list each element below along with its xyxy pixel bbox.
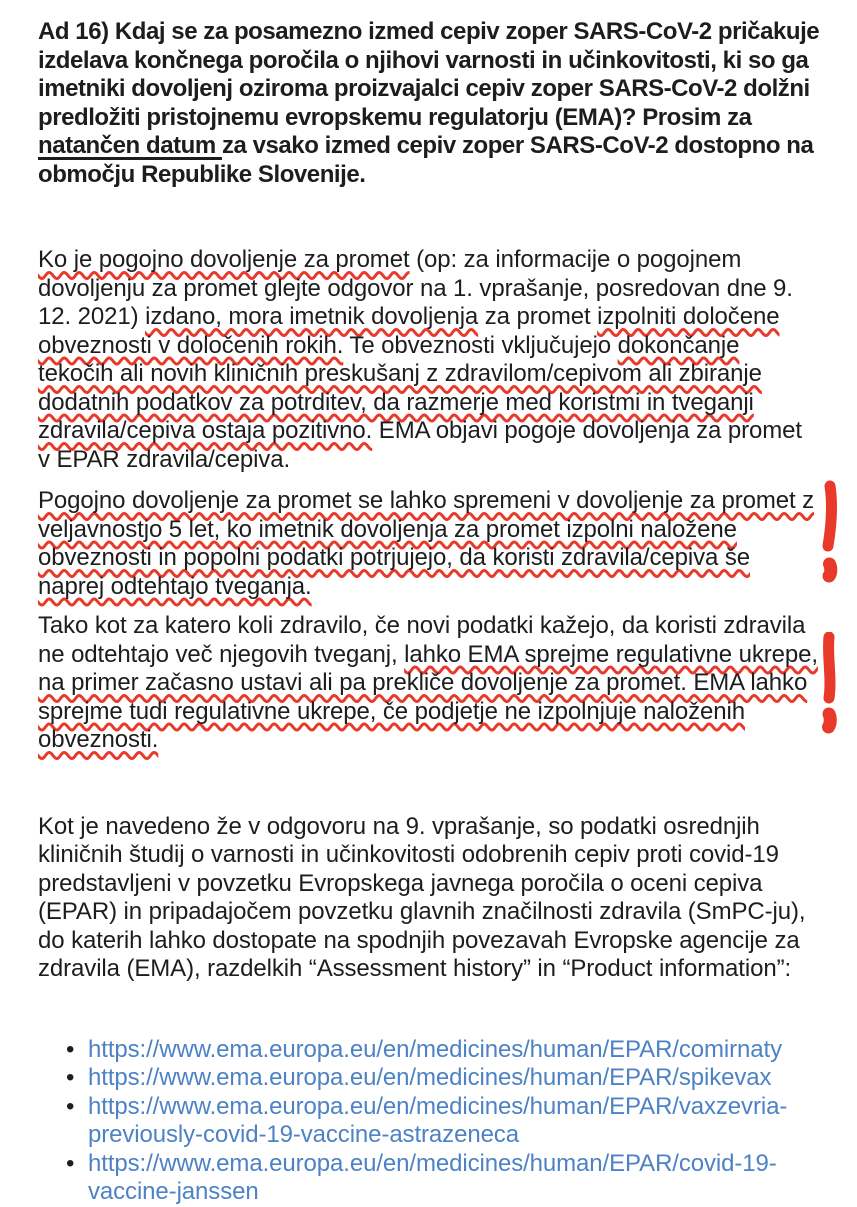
list-item <box>66 1064 857 1093</box>
link-epar-vaxzevria[interactable]: https://www.ema.europa.eu/en/medicines/human/EPAR/vaxzevria- <box>88 1092 788 1120</box>
red-underlined-line: Pogojno dovoljenje za promet se lahko spremeni v dovoljenje za promet z <box>38 487 815 514</box>
red-underlined-run: zdravila/cepiva ostaja pozitivno. <box>38 417 373 444</box>
heading-line: Ad 16) Kdaj se za posamezno izmed cepiv zoper SARS-CoV-2 pričakuje <box>38 18 820 45</box>
link-lines <box>88 1093 787 1150</box>
link-lines <box>88 1064 771 1093</box>
red-underlined-run: izpolniti določene <box>597 303 780 330</box>
paragraph-line: Tako kot za katero koli zdravilo, če novi podatki kažejo, da koristi zdravila <box>38 612 806 639</box>
red-underlined-run: lahko EMA sprejme regulativne ukrepe, <box>404 640 818 668</box>
heading-line: območju Republike Slovenije. <box>38 160 366 188</box>
paragraph-conditional-authorisation <box>38 246 857 474</box>
text-run: (op: za informacije o pogojnem <box>409 246 742 273</box>
list-item <box>66 1150 857 1207</box>
text-run: EMA objavi pogoje dovoljenja za promet <box>372 417 802 444</box>
red-underlined-line: obveznosti in popolni podatki potrjujejo, da koristi zdravila/cepiva še <box>38 544 750 571</box>
red-underlined-line: sprejme tudi regulativne ukrepe, če podjetje ne izpolnjuje naloženih <box>38 697 745 725</box>
paragraph-5-year-validity <box>38 487 857 601</box>
question-heading <box>38 18 857 189</box>
paragraph-line: v EPAR zdravila/cepiva. <box>38 445 291 473</box>
red-underlined-run: dokončanje <box>617 331 740 359</box>
paragraph-line: kliničnih študij o varnosti in učinkovitosti odobrenih cepiv proti covid-19 <box>38 841 779 868</box>
text-run: 12. 2021) <box>38 303 146 330</box>
red-underlined-line: naprej odtehtajo tveganja. <box>38 572 312 600</box>
link-lines <box>88 1036 782 1065</box>
heading-line: predložiti pristojnemu evropskemu regulatorju (EMA)? Prosim za <box>38 103 752 131</box>
link-epar-janssen[interactable]: https://www.ema.europa.eu/en/medicines/human/EPAR/covid-19- <box>88 1149 777 1177</box>
exclamation-mark-icon <box>820 632 840 736</box>
paragraph-line <box>38 303 857 332</box>
paragraph-line <box>38 332 857 361</box>
bullet-icon: • <box>66 1092 75 1120</box>
red-underlined-line: obveznosti. <box>38 726 159 753</box>
text-run: ne odtehtajo več njegovih tveganj, <box>38 640 405 668</box>
black-underlined-run: natančen datum <box>38 132 222 159</box>
paragraph-line <box>38 641 857 670</box>
paragraph-line: do katerih lahko dostopate na spodnjih povezavah Evropske agencije za <box>38 926 800 954</box>
exclamation-mark-icon <box>820 480 840 584</box>
red-underlined-run: izdano, mora imetnik dovoljenja <box>145 303 479 330</box>
red-underlined-line: na primer začasno ustavi ali pa prekliče dovoljenje za promet. EMA lahko <box>38 669 808 696</box>
list-item <box>66 1093 857 1150</box>
list-item <box>66 1036 857 1065</box>
link-epar-spikevax[interactable]: https://www.ema.europa.eu/en/medicines/human/EPAR/spikevax <box>88 1064 772 1091</box>
paragraph-line: zdravila (EMA), razdelkih “Assessment history” in “Product information”: <box>38 955 792 982</box>
link-lines <box>88 1150 777 1207</box>
text-run: za promet <box>478 303 598 330</box>
paragraph-line: dovoljenju za promet glejte odgovor na 1. vprašanje, posredovan dne 9. <box>38 274 793 302</box>
bullet-icon: • <box>66 1149 75 1177</box>
text-run: za vsako izmed cepiv zoper SARS-CoV-2 dostopno na <box>221 132 814 159</box>
paragraph-line: (EPAR) in pripadajočem povzetku glavnih značilnosti zdravila (SmPC-ju), <box>38 898 806 925</box>
paragraph-regulatory-measures <box>38 612 857 755</box>
bullet-icon: • <box>66 1035 75 1063</box>
paragraph-line: Kot je navedeno že v odgovoru na 9. vprašanje, so podatki osrednjih <box>38 812 760 840</box>
red-underlined-run: Ko je pogojno dovoljenje za promet <box>38 246 410 273</box>
paragraph-line: predstavljeni v povzetku Evropskega javnega poročila o oceni cepiva <box>38 869 763 897</box>
epar-links-list <box>38 1036 857 1207</box>
red-underlined-line: dodatnih podatkov za potrditev, da razmerje med koristmi in tveganji <box>38 388 754 416</box>
red-underlined-run: obveznosti v določenih rokih. <box>38 331 344 359</box>
paragraph-epar-reference <box>38 813 857 984</box>
link-epar-janssen[interactable]: vaccine-janssen <box>88 1178 259 1205</box>
text-run: Te obveznosti vključujejo <box>343 331 618 359</box>
paragraph-line <box>38 246 857 275</box>
heading-line <box>38 132 857 161</box>
heading-line: imetniki dovoljenj oziroma proizvajalci cepiv zoper SARS-CoV-2 dolžni <box>38 75 810 102</box>
heading-line: izdelava končnega poročila o njihovi varnosti in učinkovitosti, ki so ga <box>38 46 809 74</box>
bullet-icon: • <box>66 1064 75 1091</box>
link-epar-vaxzevria[interactable]: previously-covid-19-vaccine-astrazeneca <box>88 1121 519 1148</box>
red-underlined-line: veljavnostjo 5 let, ko imetnik dovoljenja za promet izpolni naložene <box>38 515 737 543</box>
red-underlined-line: tekočih ali novih kliničnih preskušanj z zdravilom/cepivom ali zbiranje <box>38 360 762 387</box>
paragraph-line <box>38 417 857 446</box>
link-epar-comirnaty[interactable]: https://www.ema.europa.eu/en/medicines/human/EPAR/comirnaty <box>88 1035 782 1063</box>
